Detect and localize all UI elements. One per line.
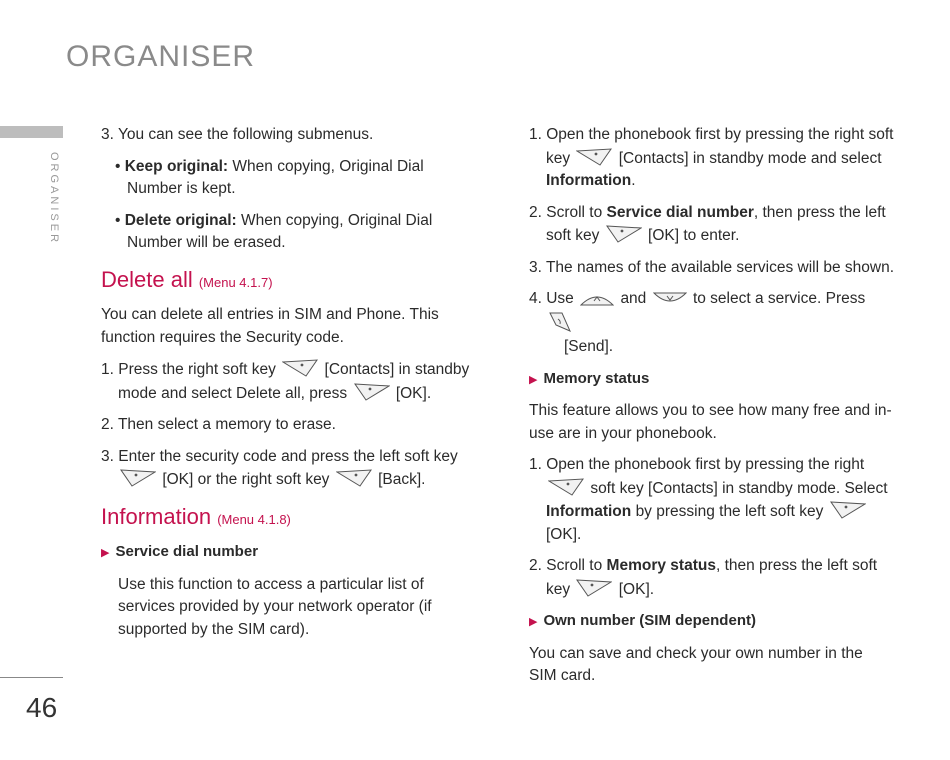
- menu-ref: (Menu 4.1.7): [198, 274, 273, 290]
- delete-all-intro: You can delete all entries in SIM and Phone. This function requires the Security code.: [101, 306, 439, 346]
- step-text: .: [631, 172, 636, 189]
- right-soft-key-icon: [336, 468, 372, 488]
- bullet-label: Keep original:: [124, 157, 229, 175]
- delete-all-step-3: [101, 446, 481, 492]
- bullet-label: Delete original:: [124, 211, 237, 229]
- memory-step-2: [529, 555, 894, 601]
- step-text: 1. Open the phonebook first by pressing the right soft key: [529, 126, 894, 167]
- service-step-3: 3. The names of the available services will be shown.: [529, 258, 895, 276]
- step-text: 3. Enter the security code and press the left soft key: [101, 447, 458, 465]
- left-soft-key-icon: [830, 500, 866, 520]
- step-text: , then press the left soft key: [546, 203, 886, 244]
- page-number-rule: [0, 677, 63, 678]
- step-text: soft key [Contacts] in standby mode. Select: [590, 479, 888, 497]
- arrow-right-icon: ▶: [529, 616, 538, 628]
- step-text: , then press the left soft key: [546, 557, 878, 598]
- service-step-2: [529, 202, 894, 248]
- service-dial-body: Use this function to access a particular list of services provided by your network operator (if supported by the SIM card).: [118, 575, 432, 638]
- delete-all-step-1: [101, 358, 481, 405]
- nav-up-key-icon: [580, 291, 614, 307]
- left-column: [101, 124, 481, 650]
- step-text: 1. Press the right soft key: [101, 361, 276, 378]
- step-text: [OK] or the right soft key: [162, 471, 330, 488]
- step-text: [OK].: [618, 580, 655, 598]
- step-bold: Information: [546, 172, 632, 189]
- heading-text: Delete all: [101, 266, 193, 292]
- send-key-icon: [548, 311, 572, 333]
- bullet-text: When copying, Original Dial Number is kept.: [127, 157, 424, 197]
- arrow-right-icon: ▶: [529, 373, 538, 386]
- delete-all-heading: [101, 266, 481, 295]
- bullet-text: When copying, Original Dial Number will be erased.: [127, 211, 433, 251]
- menu-ref: (Menu 4.1.8): [217, 511, 291, 527]
- own-number-heading: [529, 610, 894, 634]
- own-number-body: You can save and check your own number in the SIM card.: [529, 644, 863, 684]
- information-heading: [101, 503, 481, 532]
- right-column: [529, 124, 894, 697]
- page-header-title: ORGANISER: [66, 40, 256, 73]
- service-step-4: [529, 288, 894, 359]
- left-soft-key-icon: [120, 468, 156, 488]
- left-soft-key-icon: [606, 224, 642, 244]
- step-text: 4. Use: [529, 290, 574, 307]
- step-bold: Memory status: [606, 557, 716, 574]
- memory-status-heading: [529, 368, 894, 392]
- step-text: and: [620, 290, 647, 307]
- step-text: [OK].: [546, 525, 582, 543]
- subheading-text: Service dial number: [115, 543, 259, 560]
- step-text: [OK].: [395, 384, 432, 402]
- heading-text: Information: [101, 503, 212, 529]
- left-soft-key-icon: [576, 578, 612, 598]
- side-tab-bar: [0, 126, 63, 138]
- subheading-text: Own number (SIM dependent): [543, 612, 756, 629]
- page-number: 46: [26, 692, 58, 723]
- right-soft-key-icon: [282, 358, 318, 378]
- step-text: [Contacts] in standby mode and select: [618, 149, 882, 167]
- step-text: 2. Scroll to: [529, 557, 603, 574]
- step-bold: Service dial number: [606, 203, 754, 221]
- left-soft-key-icon: [354, 382, 390, 402]
- bullet-delete-original: • Delete original: When copying, Original Dial Number will be erased.: [115, 211, 433, 251]
- right-soft-key-icon: [576, 147, 612, 167]
- memory-step-1: [529, 454, 894, 546]
- subheading-text: Memory status: [543, 369, 650, 387]
- arrow-right-icon: ▶: [101, 547, 110, 559]
- step-text: by pressing the left soft key: [635, 503, 824, 520]
- step-text: [OK] to enter.: [648, 227, 740, 244]
- side-section-label: ORGANISER: [48, 152, 60, 246]
- step-text: to select a service. Press: [692, 290, 866, 307]
- bullet-keep-original: • Keep original: When copying, Original Dial Number is kept.: [115, 157, 424, 197]
- step-text: [Send].: [564, 338, 614, 355]
- step-text: 1. Open the phonebook first by pressing the right: [529, 456, 865, 473]
- service-dial-heading: [101, 541, 481, 565]
- nav-down-key-icon: [653, 291, 687, 307]
- service-step-1: [529, 124, 894, 193]
- delete-all-step-2: 2. Then select a memory to erase.: [101, 416, 336, 433]
- memory-status-body: This feature allows you to see how many free and in-use are in your phonebook.: [529, 402, 892, 442]
- step-bold: Information: [546, 503, 632, 520]
- submenu-step: 3. You can see the following submenus.: [101, 126, 374, 143]
- right-soft-key-icon: [548, 477, 584, 497]
- step-text: [Contacts] in standby mode and select Delete all, press: [118, 361, 470, 402]
- step-text: [Back].: [378, 471, 426, 488]
- step-text: 2. Scroll to: [529, 203, 603, 221]
